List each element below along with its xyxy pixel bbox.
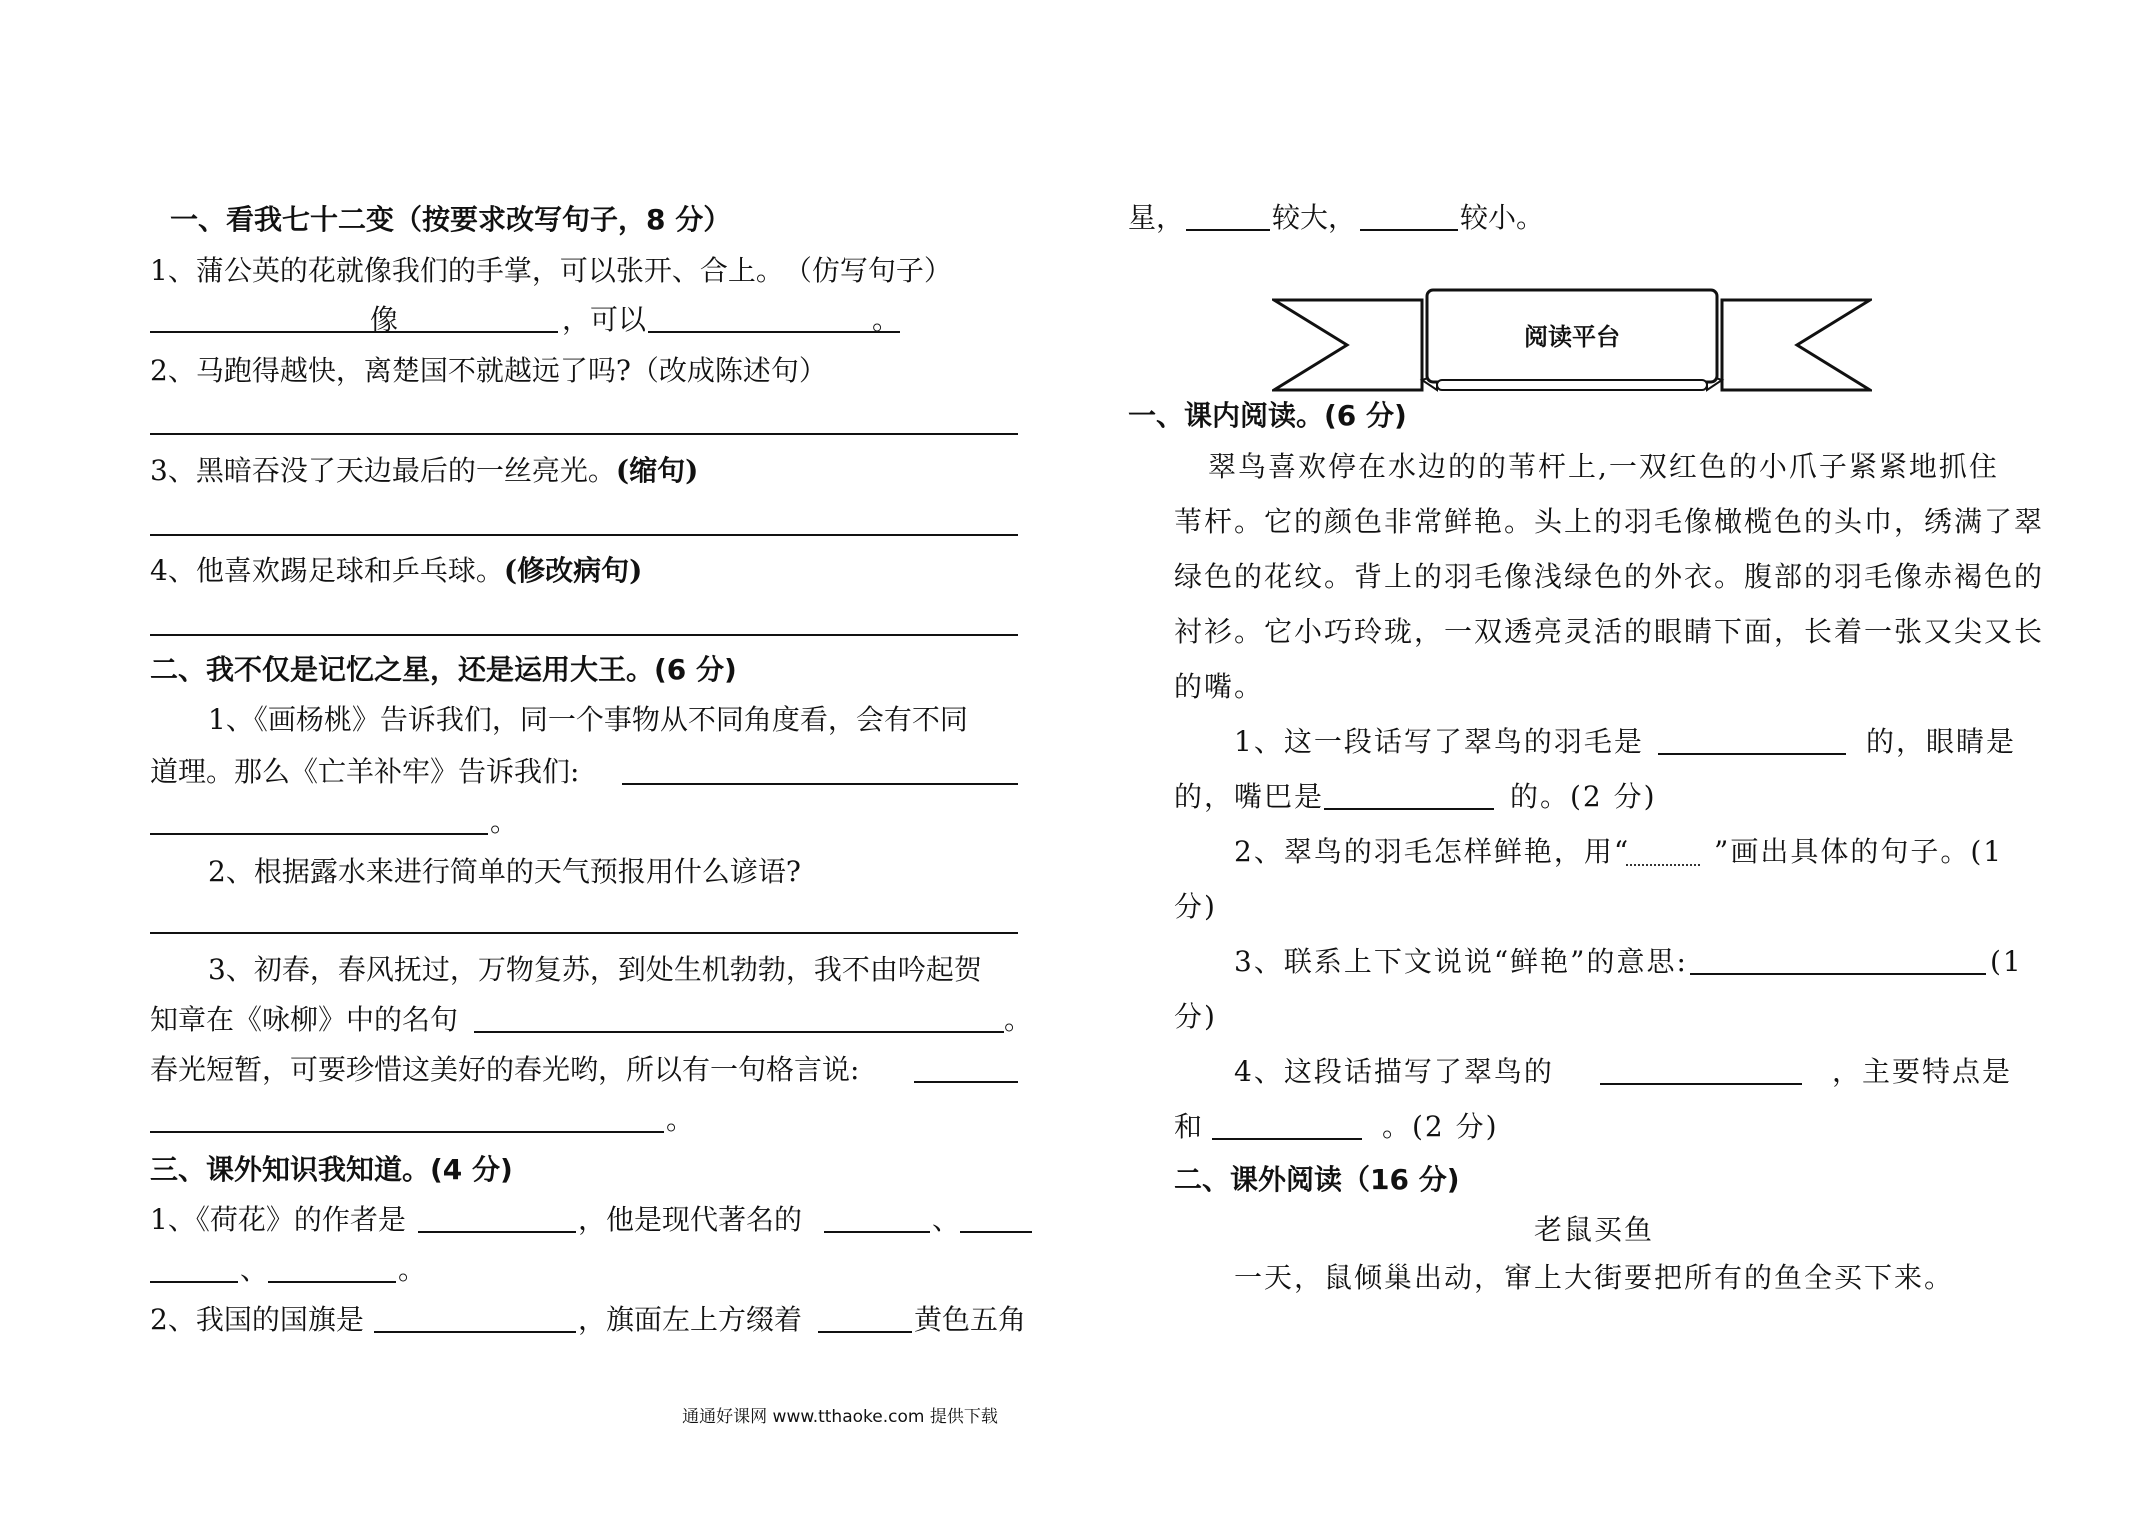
answer-line[interactable] xyxy=(824,1231,930,1233)
answer-line[interactable] xyxy=(818,1331,912,1333)
wavy-underline-sample xyxy=(1626,840,1700,866)
answer-line[interactable] xyxy=(150,634,1018,636)
passage-line-4: 衬衫。它小巧玲珑，一双透亮灵活的眼睛下面，长着一张又尖又长 xyxy=(1174,615,2045,648)
answer-line[interactable] xyxy=(150,1281,238,1283)
reading-q2-c: 分) xyxy=(1174,890,1217,923)
banner-right-tail xyxy=(1722,300,1870,390)
continued-line-c: 较小。 xyxy=(1460,201,1545,234)
question-3-type: (缩句) xyxy=(615,454,699,487)
section-2-q1-line2: 道理。那么《亡羊补牢》告诉我们: xyxy=(150,755,580,788)
footer-source: 通通好课网 www.tthaoke.com 提供下载 xyxy=(682,1407,998,1427)
section-2-q3-end: 。 xyxy=(666,1103,695,1136)
answer-line[interactable] xyxy=(268,1281,396,1283)
answer-line[interactable] xyxy=(1186,229,1270,231)
reading-q4-b: ，主要特点是 xyxy=(1832,1055,2013,1088)
continued-line-a: 星， xyxy=(1128,201,1185,234)
section-2-q3-line1: 3、初春，春风抚过，万物复苏，到处生机勃勃，我不由吟起贺 xyxy=(208,953,982,986)
reading-q1-a: 1、这一段话写了翠鸟的羽毛是 xyxy=(1234,725,1644,758)
section-2-q2: 2、根据露水来进行简单的天气预报用什么谚语? xyxy=(208,855,801,888)
answer-line[interactable] xyxy=(1658,753,1846,755)
section-3-q1-c: 、 xyxy=(932,1203,961,1236)
reading-q3-a: 3、联系上下文说说“鲜艳”的意思: xyxy=(1234,945,1688,978)
passage-line-1: 翠鸟喜欢停在水边的的苇杆上,一双红色的小爪子紧紧地抓住 xyxy=(1208,450,1999,483)
reading-q4-a: 4、这段话描写了翠鸟的 xyxy=(1234,1055,1554,1088)
answer-line[interactable] xyxy=(474,1031,1004,1033)
section-2-q1-end: 。 xyxy=(490,805,519,838)
question-1-xiang: 像 xyxy=(370,303,399,336)
section-3-q1-a: 1、《荷花》的作者是 xyxy=(150,1203,406,1236)
answer-line[interactable] xyxy=(418,1231,576,1233)
section-3-q2-a: 2、我国的国旗是 xyxy=(150,1303,364,1336)
section-1-title: 一、看我七十二变（按要求改写句子，8 分） xyxy=(170,203,732,236)
section-2-q3-line2-end: 。 xyxy=(1004,1003,1033,1036)
section-3-q1-end: 。 xyxy=(398,1253,427,1286)
section-3-q1-d: 、 xyxy=(240,1253,269,1286)
question-1-end: 。 xyxy=(872,303,901,336)
answer-line[interactable] xyxy=(150,534,1018,536)
reading-1-title: 一、课内阅读。(6 分) xyxy=(1128,399,1407,432)
answer-line[interactable] xyxy=(150,1131,664,1133)
reading-q3-c: 分) xyxy=(1174,1000,1217,1033)
answer-line[interactable] xyxy=(150,331,558,333)
answer-line[interactable] xyxy=(150,433,1018,435)
reading-q2-b: ”画出具体的句子。(1 xyxy=(1714,835,2004,868)
section-3-q1-b: ，他是现代著名的 xyxy=(578,1203,803,1236)
section-2-title: 二、我不仅是记忆之星，还是运用大王。(6 分) xyxy=(150,653,737,686)
section-2-q3-line2: 知章在《咏柳》中的名句 xyxy=(150,1003,459,1036)
passage-line-2: 苇杆。它的颜色非常鲜艳。头上的羽毛像橄榄色的头巾，绣满了翠 xyxy=(1174,505,2045,538)
question-4-text: 4、他喜欢踢足球和乒乓球。 xyxy=(150,554,504,587)
banner-left-tail xyxy=(1274,300,1422,390)
answer-line[interactable] xyxy=(1690,973,1986,975)
story-title: 老鼠买鱼 xyxy=(1534,1213,1655,1246)
answer-line[interactable] xyxy=(960,1231,1032,1233)
reading-q1-b: 的，眼睛是 xyxy=(1866,725,2017,758)
question-3 xyxy=(150,451,698,491)
section-3-q2-b: ，旗面左上方缀着 xyxy=(578,1303,803,1336)
question-1-keyi: ，可以 xyxy=(562,303,647,336)
answer-line[interactable] xyxy=(1324,808,1494,810)
answer-line[interactable] xyxy=(1212,1138,1362,1140)
section-3-q2-c: 黄色五角 xyxy=(914,1303,1027,1336)
section-2-q1-line1: 1、《画杨桃》告诉我们，同一个事物从不同角度看，会有不同 xyxy=(208,703,968,736)
question-4 xyxy=(150,551,642,591)
reading-q1-c: 的，嘴巴是 xyxy=(1174,780,1325,813)
answer-line[interactable] xyxy=(150,833,488,835)
reading-q1-d: 的。(2 分) xyxy=(1510,780,1657,813)
answer-line[interactable] xyxy=(374,1331,576,1333)
reading-platform-banner xyxy=(1272,280,1872,400)
reading-q4-c: 和 xyxy=(1174,1110,1205,1143)
passage-line-3: 绿色的花纹。背上的羽毛像浅绿色的外衣。腹部的羽毛像赤褐色的 xyxy=(1174,560,2045,593)
banner-roll xyxy=(1437,380,1707,390)
question-1: 1、蒲公英的花就像我们的手掌，可以张开、合上。 （仿写句子） xyxy=(150,254,952,287)
answer-line[interactable] xyxy=(1360,229,1458,231)
answer-line[interactable] xyxy=(648,331,900,333)
answer-line[interactable] xyxy=(622,783,1018,785)
question-4-type: (修改病句) xyxy=(503,554,643,587)
banner-title: 阅读平台 xyxy=(1524,323,1620,351)
section-2-q3-line3: 春光短暂，可要珍惜这美好的春光哟，所以有一句格言说: xyxy=(150,1053,860,1086)
section-3-title: 三、课外知识我知道。(4 分) xyxy=(150,1153,513,1186)
answer-line[interactable] xyxy=(1600,1083,1802,1085)
reading-q3-b: (1 xyxy=(1990,945,2023,978)
continued-line-b: 较大， xyxy=(1272,201,1357,234)
question-2: 2、马跑得越快，离楚国不就越远了吗?（改成陈述句） xyxy=(150,354,827,387)
story-paragraph-1: 一天，鼠倾巢出动，窜上大街要把所有的鱼全买下来。 xyxy=(1234,1261,1955,1294)
answer-line[interactable] xyxy=(914,1081,1018,1083)
question-3-text: 3、黑暗吞没了天边最后的一丝亮光。 xyxy=(150,454,616,487)
reading-q2-a: 2、翠鸟的羽毛怎样鲜艳，用“ xyxy=(1234,835,1631,868)
passage-line-5: 的嘴。 xyxy=(1174,670,1265,703)
reading-2-title: 二、课外阅读（16 分) xyxy=(1174,1163,1460,1196)
reading-q4-d: 。(2 分) xyxy=(1382,1110,1499,1143)
answer-line[interactable] xyxy=(150,932,1018,934)
